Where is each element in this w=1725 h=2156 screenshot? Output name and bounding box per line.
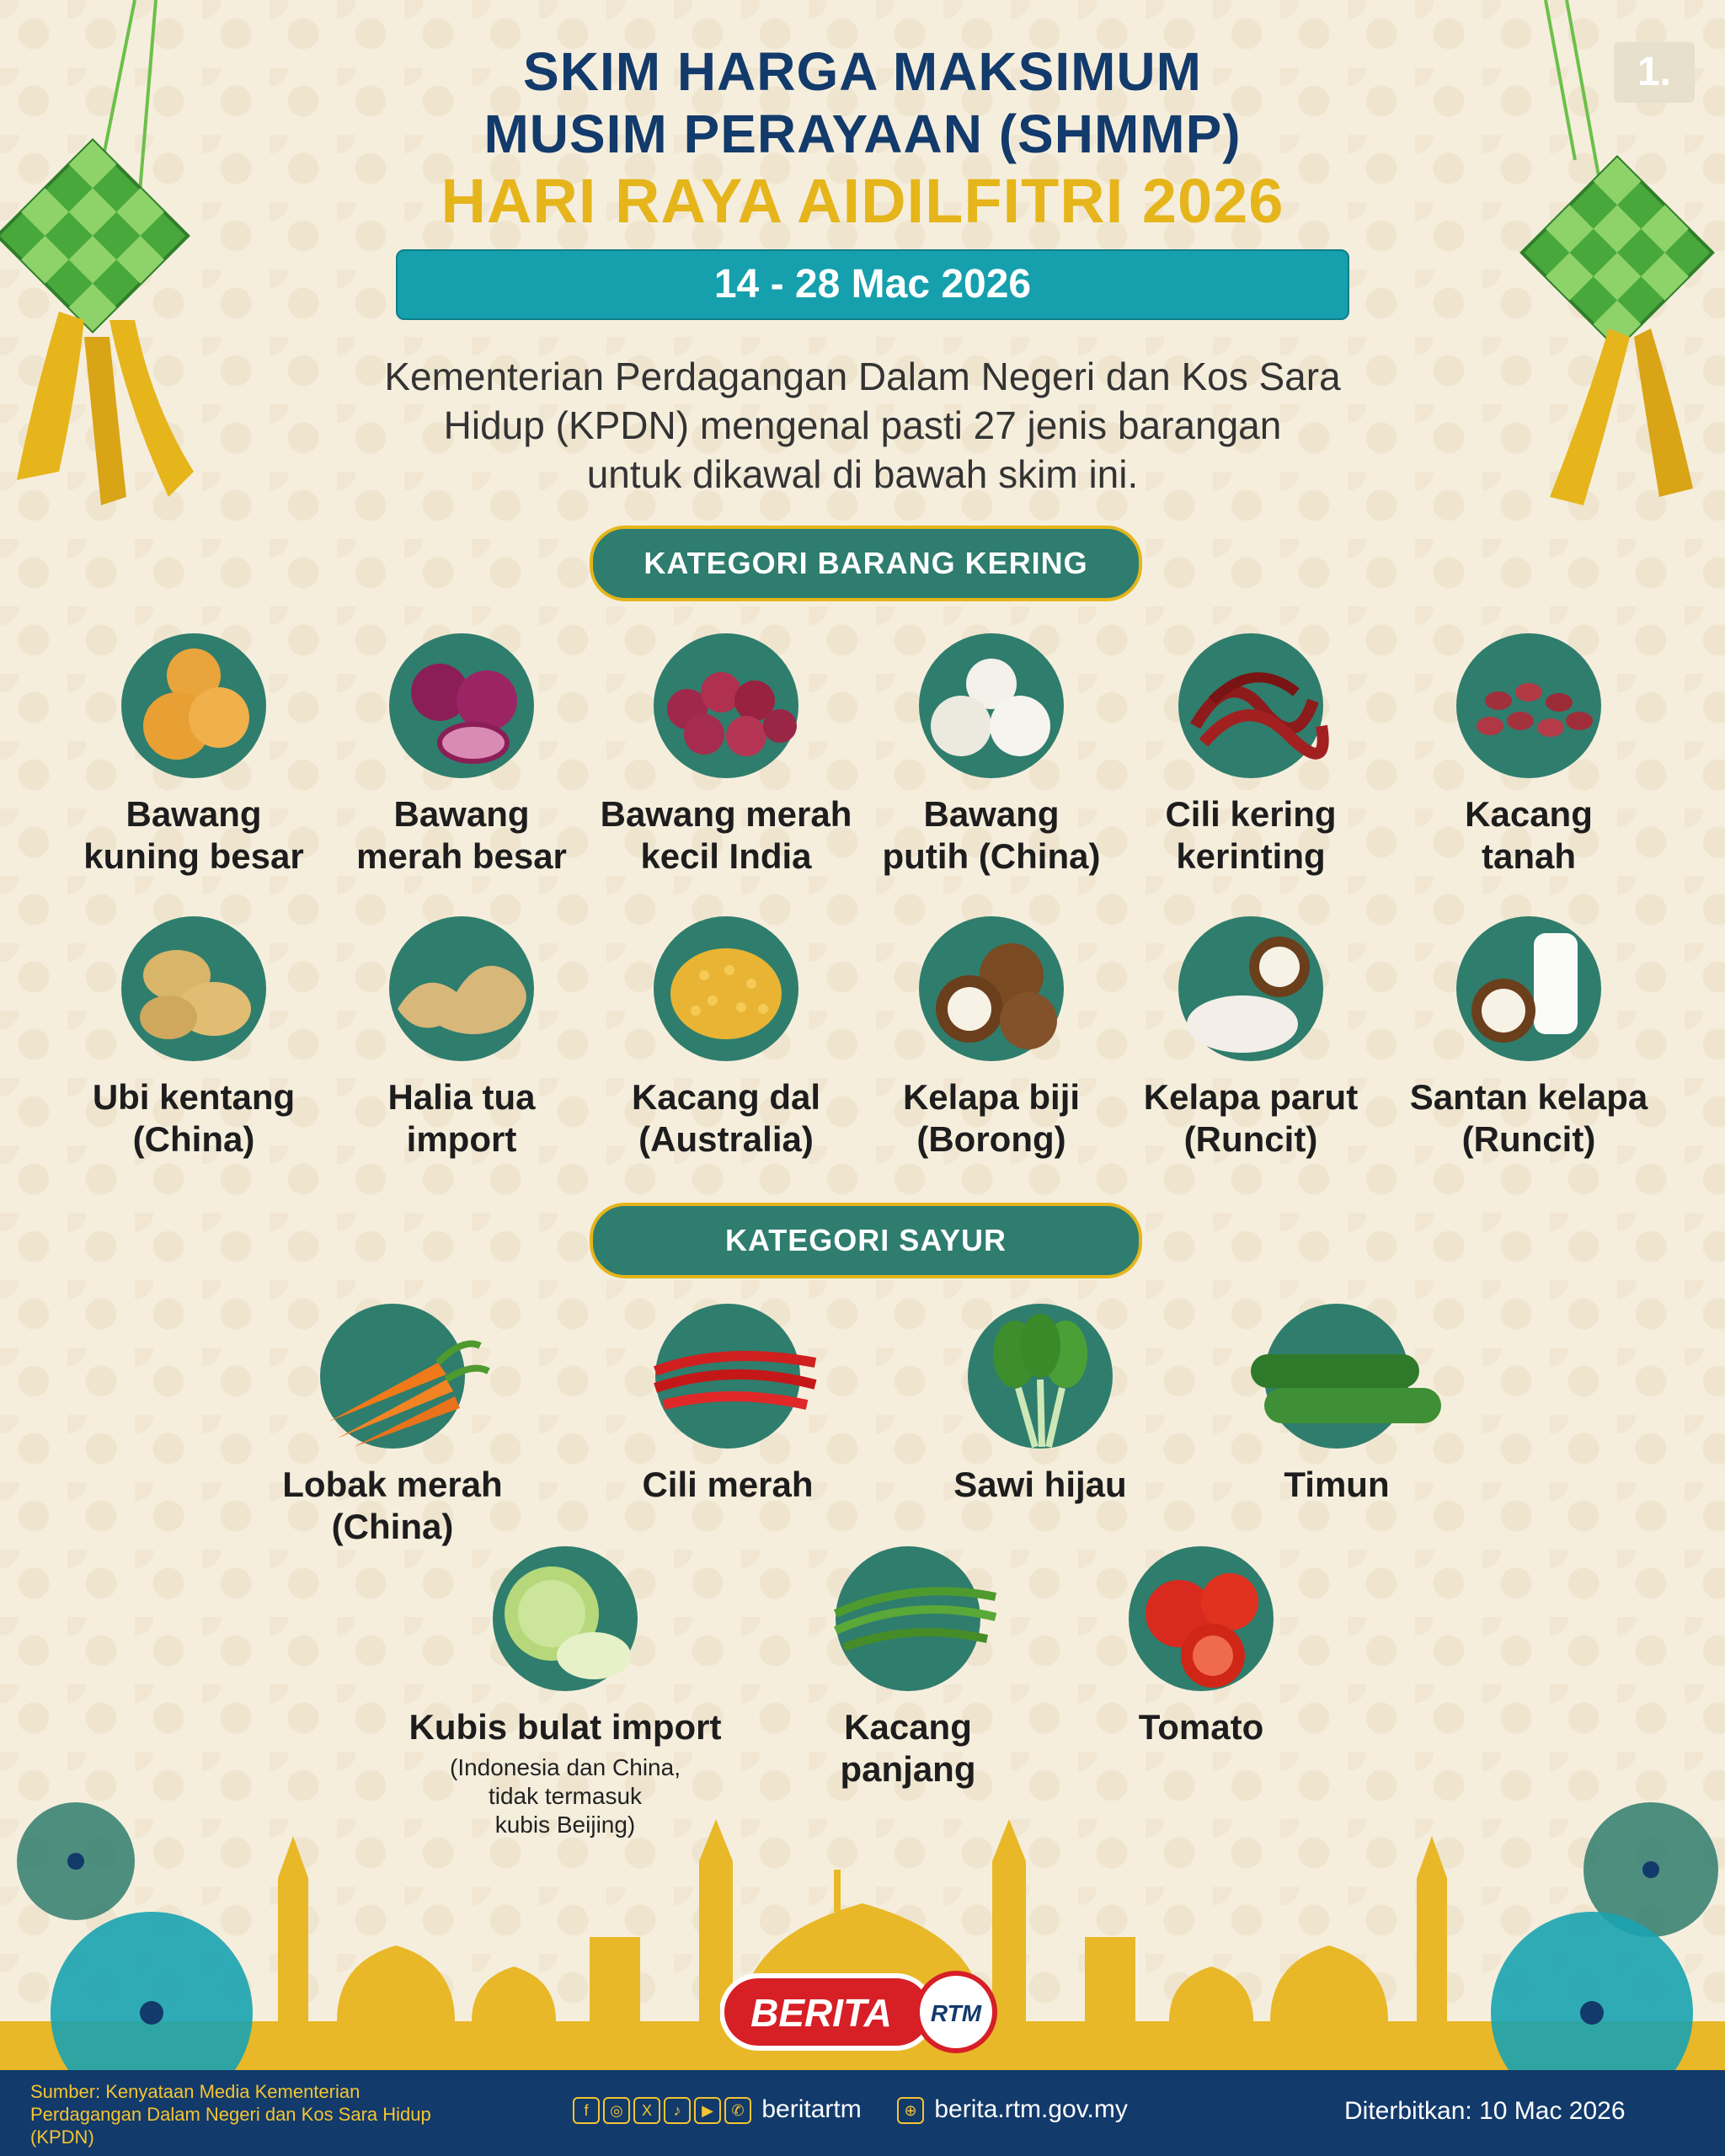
shallot-icon: [654, 633, 798, 778]
item-kacang-tanah: Kacang tanah: [1390, 633, 1668, 878]
item-santan-kelapa-runcit: Santan kelapa (Runcit): [1390, 916, 1668, 1161]
item-bawang-merah-besar: Bawang merah besar: [323, 633, 601, 878]
footer-source: Sumber: Kenyataan Media Kementerian Perdagangan Dalam Negeri dan Kos Sara Hidup (KPDN): [30, 2081, 431, 2148]
whatsapp-icon[interactable]: ✆: [724, 2097, 751, 2124]
logo-text: BERITA: [750, 1991, 892, 2035]
item-kelapa-biji-borong: Kelapa biji (Borong): [852, 916, 1130, 1161]
footer-social[interactable]: [573, 2095, 862, 2124]
grated-coconut-icon: [1178, 916, 1323, 1061]
peanut-icon: [1456, 633, 1601, 778]
item-cili-merah: Cili merah: [589, 1304, 867, 1506]
potato-icon: [121, 916, 266, 1061]
cabbage-icon: [493, 1546, 638, 1691]
item-timun: Timun: [1198, 1304, 1476, 1506]
globe-icon: ⊕: [897, 2097, 924, 2124]
onion-yellow-icon: [121, 633, 266, 778]
page-number: 1.: [1614, 42, 1695, 103]
item-kelapa-parut-runcit: Kelapa parut (Runcit): [1112, 916, 1390, 1161]
tomato-icon: [1129, 1546, 1274, 1691]
item-ubi-kentang-china: Ubi kentang (China): [55, 916, 333, 1161]
item-kubis-bulat-import: Kubis bulat import (Indonesia dan China, tidak termasuk kubis Beijing): [426, 1546, 704, 1839]
footer-social-handle[interactable]: beritartm: [761, 2095, 862, 2123]
item-lobak-merah-china: Lobak merah (China): [254, 1304, 531, 1548]
x-icon[interactable]: X: [633, 2097, 660, 2124]
item-bawang-putih-china: Bawang putih (China): [852, 633, 1130, 878]
intro-line-3: untuk dikawal di bawah skim ini.: [586, 452, 1139, 496]
intro-text: [278, 352, 1447, 499]
flower-left-decoration: [0, 1769, 303, 2072]
item-cili-kering-kerinting: Cili kering kerinting: [1112, 633, 1390, 878]
category-dry-title: KATEGORI BARANG KERING: [590, 526, 1142, 601]
title-line-3: HARI RAYA AIDILFITRI 2026: [441, 166, 1284, 236]
logo-badge: RTM: [930, 2000, 982, 2026]
footer-website-text[interactable]: berita.rtm.gov.my: [934, 2095, 1128, 2123]
carrot-icon: [320, 1304, 465, 1449]
date-range-banner: 14 - 28 Mac 2026: [396, 249, 1349, 320]
garlic-icon: [919, 633, 1064, 778]
title-line-2: MUSIM PERAYAAN (SHMMP): [483, 104, 1242, 164]
footer-website[interactable]: [897, 2095, 1128, 2124]
intro-line-2: Hidup (KPDN) mengenal pasti 27 jenis barangan: [443, 403, 1282, 447]
coconut-icon: [919, 916, 1064, 1061]
dried-chili-icon: [1178, 633, 1323, 778]
footer-published: Diterbitkan: 10 Mac 2026: [1344, 2097, 1626, 2125]
item-bawang-merah-kecil-india: Bawang merah kecil India: [587, 633, 865, 878]
ginger-icon: [389, 916, 534, 1061]
coconut-milk-icon: [1456, 916, 1601, 1061]
cucumber-icon: [1264, 1304, 1409, 1449]
category-veg-title: KATEGORI SAYUR: [590, 1203, 1142, 1278]
flower-right-decoration: [1432, 1769, 1725, 2072]
instagram-icon[interactable]: ◎: [603, 2097, 630, 2124]
red-onion-icon: [389, 633, 534, 778]
intro-line-1: Kementerian Perdagangan Dalam Negeri dan Kos Sara: [384, 355, 1341, 398]
title-line-1: SKIM HARGA MAKSIMUM: [523, 41, 1202, 102]
item-tomato: Tomato: [1062, 1546, 1340, 1748]
lentil-icon: [654, 916, 798, 1061]
long-bean-icon: [836, 1546, 980, 1691]
tiktok-icon[interactable]: ♪: [664, 2097, 691, 2124]
item-kacang-dal-australia: Kacang dal (Australia): [587, 916, 865, 1161]
item-sawi-hijau: Sawi hijau: [901, 1304, 1179, 1506]
leafy-greens-icon: [968, 1304, 1113, 1449]
item-kacang-panjang: Kacang panjang: [769, 1546, 1047, 1790]
berita-rtm-logo: [720, 1971, 1007, 2053]
item-bawang-kuning-besar: Bawang kuning besar: [55, 633, 333, 878]
item-halia-tua-import: Halia tua import: [323, 916, 601, 1161]
facebook-icon[interactable]: f: [573, 2097, 600, 2124]
youtube-icon[interactable]: ▶: [694, 2097, 721, 2124]
footer-bar: [0, 2070, 1725, 2156]
red-chili-icon: [655, 1304, 800, 1449]
